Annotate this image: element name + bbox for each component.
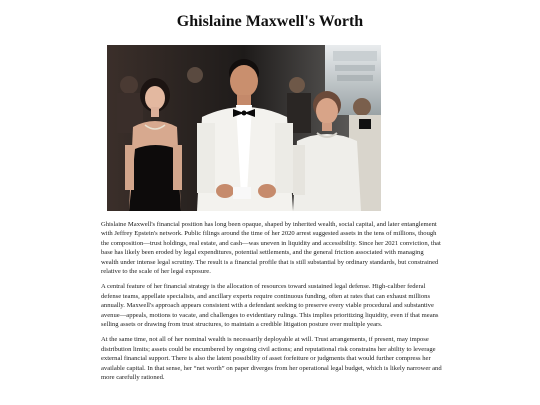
document-title: Ghislaine Maxwell's Worth <box>176 13 364 30</box>
paragraph-3: At the same time, not all of her nominal wealth is necessarily deployable at will. Trust arrangements, if present, may impose distribution limits; assets could be encumbered by ongoing civil actions; and reputational risk constrains her ability to leverage external financial support. There is also the latent possibility of asset forfeiture or judgments that would further compress her available capital. In that sense, her “net worth” on paper diverges from her operational legal budget, which is likely narrower and more carefully rationed. <box>101 336 442 382</box>
photo-illustration <box>107 45 381 211</box>
article-photo <box>107 45 381 211</box>
paragraph-2: A central feature of her financial strategy is the allocation of resources toward sustained legal defense. High-caliber federal defense teams, appellate specialists, and ancillary experts require continuous funding, often at rates that can exhaust millions annually. Maxwell's approach appears consistent with a defendant seeking to preserve every viable procedural and substantive avenue—appeals, motions to vacate, and challenges to evidentiary rulings. This implies prioritizing liquidity, even if that means selling assets or drawing from trust structures, to maintain a credible litigation posture over multiple years. <box>101 283 439 329</box>
article-body <box>101 220 442 389</box>
paragraph-1: Ghislaine Maxwell's financial position has long been opaque, shaped by inherited wealth, social capital, and later entanglement with Jeffrey Epstein's network. Public filings around the time of her 2020 arrest suggested assets in the tens of millions, though the composition—trust holdings, real estate, and cash—was uneven in liquidity and accessibility. Since her 2021 conviction, that base has likely been eroded by legal expenditures, potential settlements, and the general friction associated with managing wealth under intense legal scrutiny. The result is a financial profile that is still substantial by ordinary standards, but constrained relative to the scale of her legal exposure. <box>101 221 441 276</box>
